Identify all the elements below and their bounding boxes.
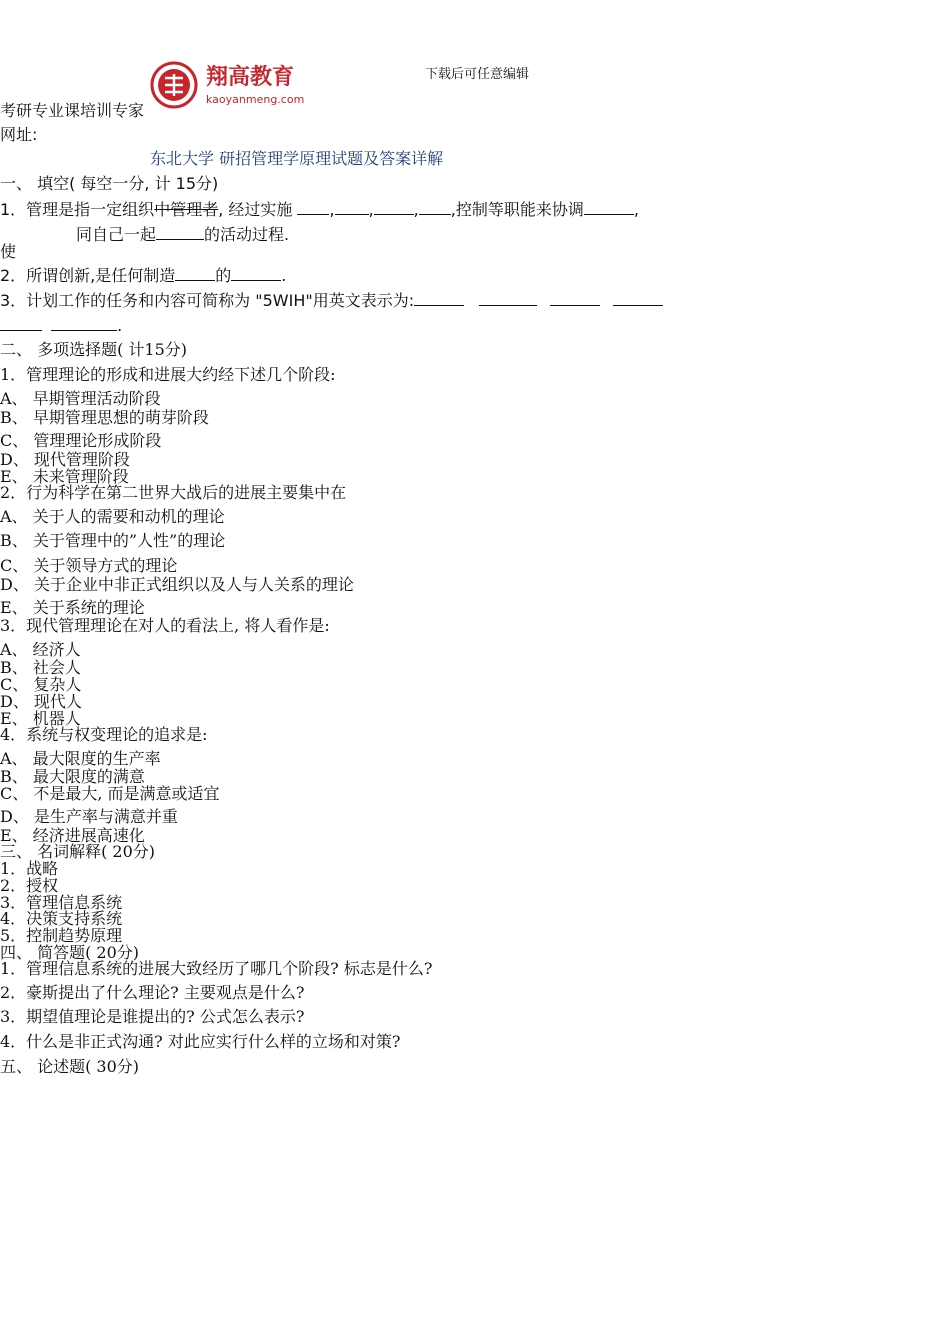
choice-question-4: 4．系统与权变理论的追求是:	[0, 725, 208, 744]
struck-text: 中管理者	[154, 200, 219, 219]
option: D、 现代管理阶段	[0, 450, 130, 469]
fill-question-1: 1．管理是指一定组织中管理者, 经过实施 , , , ,控制等职能来协调 ,	[0, 200, 639, 219]
section-4-heading: 四、 简答题( 20分)	[0, 943, 140, 962]
logo-seal-icon	[150, 56, 310, 114]
fill-question-1-line2: 同自己一起 的活动过程.	[76, 225, 290, 244]
option: C、 管理理论形成阶段	[0, 431, 162, 450]
option: E、 关于系统的理论	[0, 598, 145, 617]
fill-question-3: 3．计划工作的任务和内容可简称为 "5WIH"用英文表示为:	[0, 291, 663, 310]
blank	[613, 291, 663, 306]
option: A、 早期管理活动阶段	[0, 389, 161, 408]
fill-question-1-line3: 使	[0, 242, 17, 261]
option: B、 早期管理思想的萌芽阶段	[0, 408, 209, 427]
blank	[156, 225, 204, 240]
short-question: 3．期望值理论是谁提出的? 公式怎么表示?	[0, 1007, 305, 1026]
blank	[419, 200, 451, 215]
blank	[51, 316, 117, 331]
choice-question-2: 2．行为科学在第二世界大战后的进展主要集中在	[0, 483, 347, 502]
option: A、 最大限度的生产率	[0, 749, 161, 768]
term-item: 2．授权	[0, 876, 59, 895]
option: D、 现代人	[0, 692, 82, 711]
fill-question-2: 2．所谓创新,是任何制造 的 .	[0, 266, 287, 285]
choice-question-3: 3．现代管理理论在对人的看法上, 将人看作是:	[0, 616, 330, 635]
short-question: 4．什么是非正式沟通? 对此应实行什么样的立场和对策?	[0, 1032, 401, 1051]
blank	[335, 200, 369, 215]
term-item: 3．管理信息系统	[0, 893, 123, 912]
section-1-heading: 一、 填空( 每空一分, 计 15分)	[0, 174, 219, 193]
blank	[479, 291, 537, 306]
blank	[231, 266, 281, 281]
option: B、 关于管理中的”人性”的理论	[0, 531, 226, 550]
section-3-heading: 三、 名词解释( 20分)	[0, 842, 156, 861]
option: B、 最大限度的满意	[0, 767, 145, 786]
fill-question-3-line2: .	[0, 316, 122, 335]
option: C、 复杂人	[0, 675, 82, 694]
blank	[414, 291, 464, 306]
term-item: 5．控制趋势原理	[0, 926, 123, 945]
option: E、 机器人	[0, 709, 81, 728]
option: D、 关于企业中非正式组织以及人与人关系的理论	[0, 575, 354, 594]
option: A、 关于人的需要和动机的理论	[0, 507, 225, 526]
download-note: 下载后可任意编辑	[425, 67, 530, 82]
choice-question-1: 1．管理理论的形成和进展大约经下述几个阶段:	[0, 365, 336, 384]
term-item: 4．决策支持系统	[0, 909, 123, 928]
short-question: 1．管理信息系统的进展大致经历了哪几个阶段? 标志是什么?	[0, 959, 433, 978]
term-item: 1．战略	[0, 859, 59, 878]
logo-text: 翔高教育	[206, 65, 295, 90]
document-title: 东北大学 研招管理学原理试题及答案详解	[150, 149, 444, 168]
company-logo	[150, 56, 310, 114]
option: A、 经济人	[0, 640, 81, 659]
option: E、 未来管理阶段	[0, 467, 129, 486]
blank	[0, 316, 42, 331]
option: B、 社会人	[0, 658, 81, 677]
blank	[550, 291, 600, 306]
tagline: 考研专业课培训专家	[0, 101, 145, 120]
option: C、 关于领导方式的理论	[0, 556, 178, 575]
short-question: 2．豪斯提出了什么理论? 主要观点是什么?	[0, 983, 305, 1002]
option: D、 是生产率与满意并重	[0, 807, 178, 826]
blank	[175, 266, 215, 281]
url-label: 网址:	[0, 125, 38, 144]
blank	[297, 200, 329, 215]
blank	[584, 200, 634, 215]
option: E、 经济进展高速化	[0, 826, 145, 845]
section-2-heading: 二、 多项选择题( 计15分)	[0, 340, 188, 359]
blank	[374, 200, 414, 215]
logo-domain: kaoyanmeng.com	[206, 93, 305, 106]
section-5-heading: 五、 论述题( 30分)	[0, 1057, 140, 1076]
option: C、 不是最大, 而是满意或适宜	[0, 784, 220, 803]
